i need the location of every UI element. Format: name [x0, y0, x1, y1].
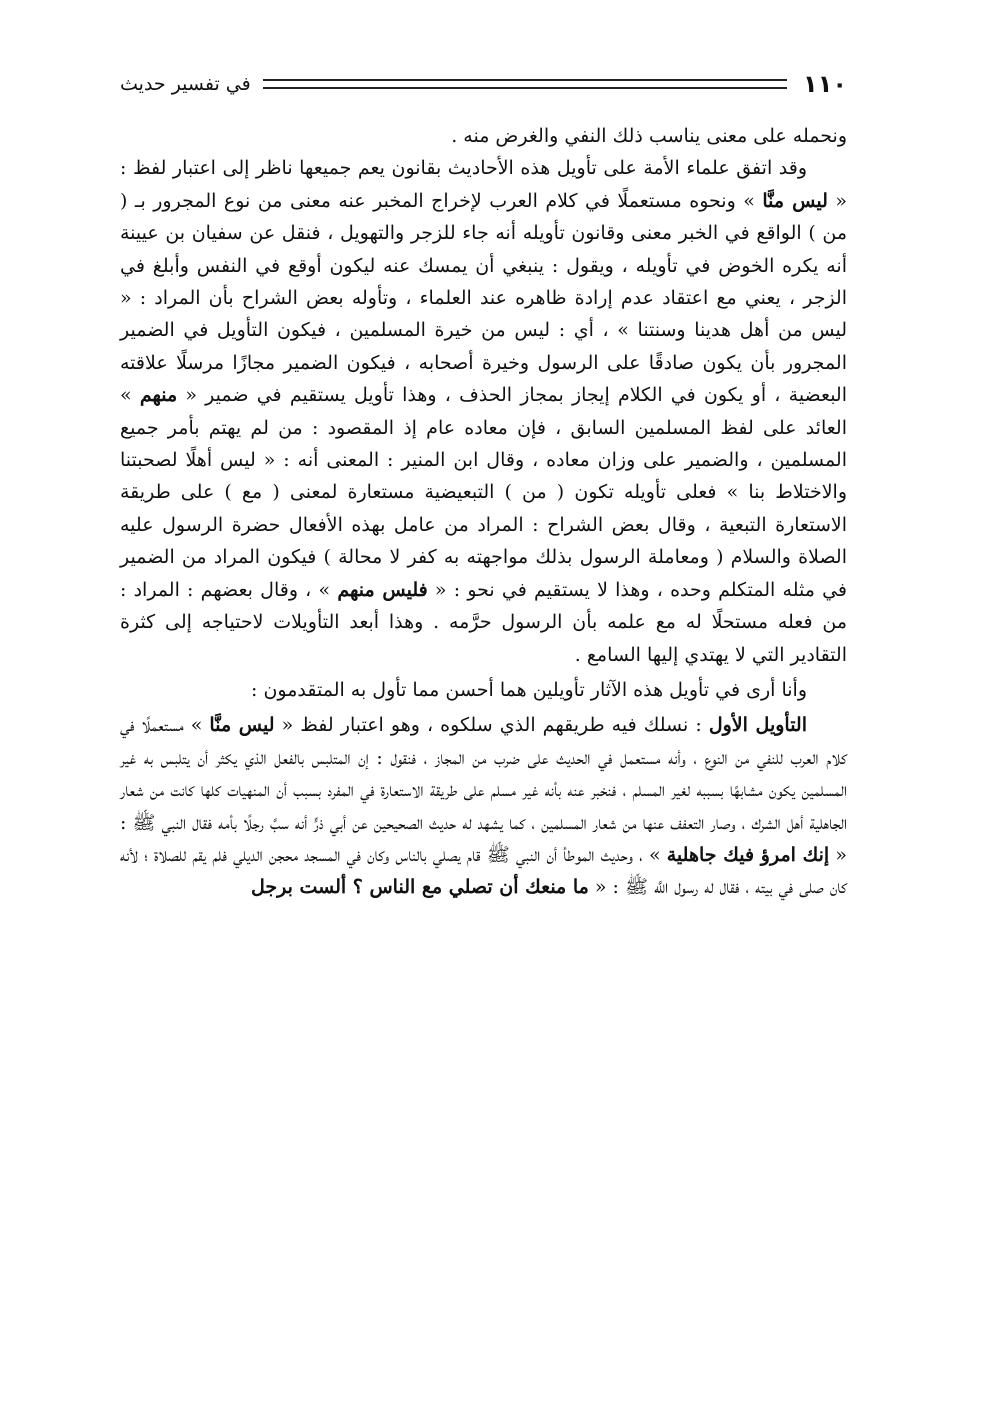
running-title: في تفسير حديث: [120, 73, 251, 95]
p4-heading-first-interpretation: التأويل الأول: [708, 714, 807, 737]
paragraph-4: [120, 709, 847, 903]
p2-text-3: » العائد على لفظ المسلمين السابق ، فإن معاده عام إذ المقصود : من لم يهتم بأمر جميع المسلمين ، والضمير على وزان معاده ، وقال ابن المنير : المعنى أنه : « ليس أهلًا لصحبتنا والاختلاط بنا » فعلى تأويله تكون ( من ) التبعيضية مستعارة لمعنى ( مع ) على طريقة الاستعارة التبعية ، وقال بعض الشراح : المراد من عامل بهذه الأفعال حضرة الرسول عليه الصلاة والسلام ( ومعاملة الرسول بذلك مواجهته به كفر لا محالة ) فيكون المراد من الضمير في مثله المتكلم وحده ، وهذا لا يستقيم في نحو : «: [120, 384, 848, 601]
p4-text-1: : نسلك فيه طريقهم الذي سلكوه ، وهو اعتبار لفظ «: [274, 714, 709, 737]
p2-bold-2: منهم: [139, 384, 178, 407]
p2-text-1: وقد اتفق علماء الأمة على تأويل هذه الأحاديث بقانون يعم جميعها ناظر إلى اعتبار لفظ : «: [120, 157, 847, 212]
page-number: ١١٠: [803, 70, 847, 98]
paragraph-3: [120, 674, 847, 706]
p2-text-4: » ، وقال بعضهم : المراد : من فعله مستحلًا له مع علمه بأن الرسول حرَّمه . وهذا أبعد التأويلات لاحتياجه إلى كثرة التقادير التي لا يهتدي إليها السامع .: [120, 578, 847, 666]
p4-text-3: » ، وحديث الموطأ أن النبي ﷺ قام يصلي بالناس وكان في المسجد محجن الديلي فلم يقم للصلاة ؛ لأنه كان صلى في بيته ، فقال له رسول اللَّه ﷺ : «: [120, 843, 847, 899]
p4-bold-3: إنك امرؤ فيك جاهلية: [666, 843, 830, 866]
body-text: [120, 120, 847, 904]
p2-bold-1: ليس منَّا: [762, 189, 828, 212]
p4-bold-2: ليس منَّا: [209, 714, 275, 737]
p4-bold-4: ما منعك أن تصلي مع الناس ؟ ألست برجل: [250, 876, 589, 899]
p2-bold-3: فليس منهم: [337, 578, 428, 601]
p4-text-2: » مستعملًا في كلام العرب للنفي من النوع ، وأنه مستعمل في الحديث على ضرب من المجاز ، فنقول : إن المتلبس بالفعل الذي يكثر أن يتلبس به غير المسلمين يكون مشابهًا بسببه لغير المسلم ، فنخبر عنه بأنه غير مسلم على طريقة الاستعارة في المفرد بسبب أن المنهيات كلها كانت من شعار الجاهلية أهل الشرك ، وصار التعفف عنها من شعار المسلمين ، كما يشهد له حديث الصحيحين عن أبي ذرٍّ أنه سبَّ رجلًا بأمه فقال النبي ﷺ : «: [120, 714, 847, 866]
page-header: [120, 64, 847, 104]
paragraph-3-text: وأنا أرى في تأويل هذه الآثار تأويلين هما أحسن مما تأول به المتقدمون :: [251, 678, 807, 701]
paragraph-1: [120, 120, 847, 152]
paragraph-1-text: ونحمله على معنى يناسب ذلك النفي والغرض منه .: [451, 125, 847, 147]
paragraph-2: [120, 152, 847, 671]
header-double-rule: [263, 79, 787, 89]
p2-text-2: » ونحوه مستعملًا في كلام العرب لإخراج المخبر عنه معنى من نوع المجرور بـ ( من ) الواقع في الخبر معنى وقانون تأويله أنه جاء للزجر والتهويل ، فنقل عن سفيان بن عيينة أنه يكره الخوض في تأويله ، ويقول : ينبغي أن يمسك عنه ليكون أوقع في النفس وأبلغ في الزجر ، يعني مع اعتقاد عدم إرادة ظاهره عند العلماء ، وتأوله بعض الشراح بأن المراد : « ليس من أهل هدينا وسنتنا » ، أي : ليس من خيرة المسلمين ، فيكون التأويل في الضمير المجرور بأن يكون صادقًا على الرسول وخيرة أصحابه ، فيكون الضمير مجازًا مرسلًا علاقته البعضية ، أو يكون في الكلام إيجاز بمجاز الحذف ، وهذا تأويل يستقيم في ضمير «: [120, 189, 848, 407]
